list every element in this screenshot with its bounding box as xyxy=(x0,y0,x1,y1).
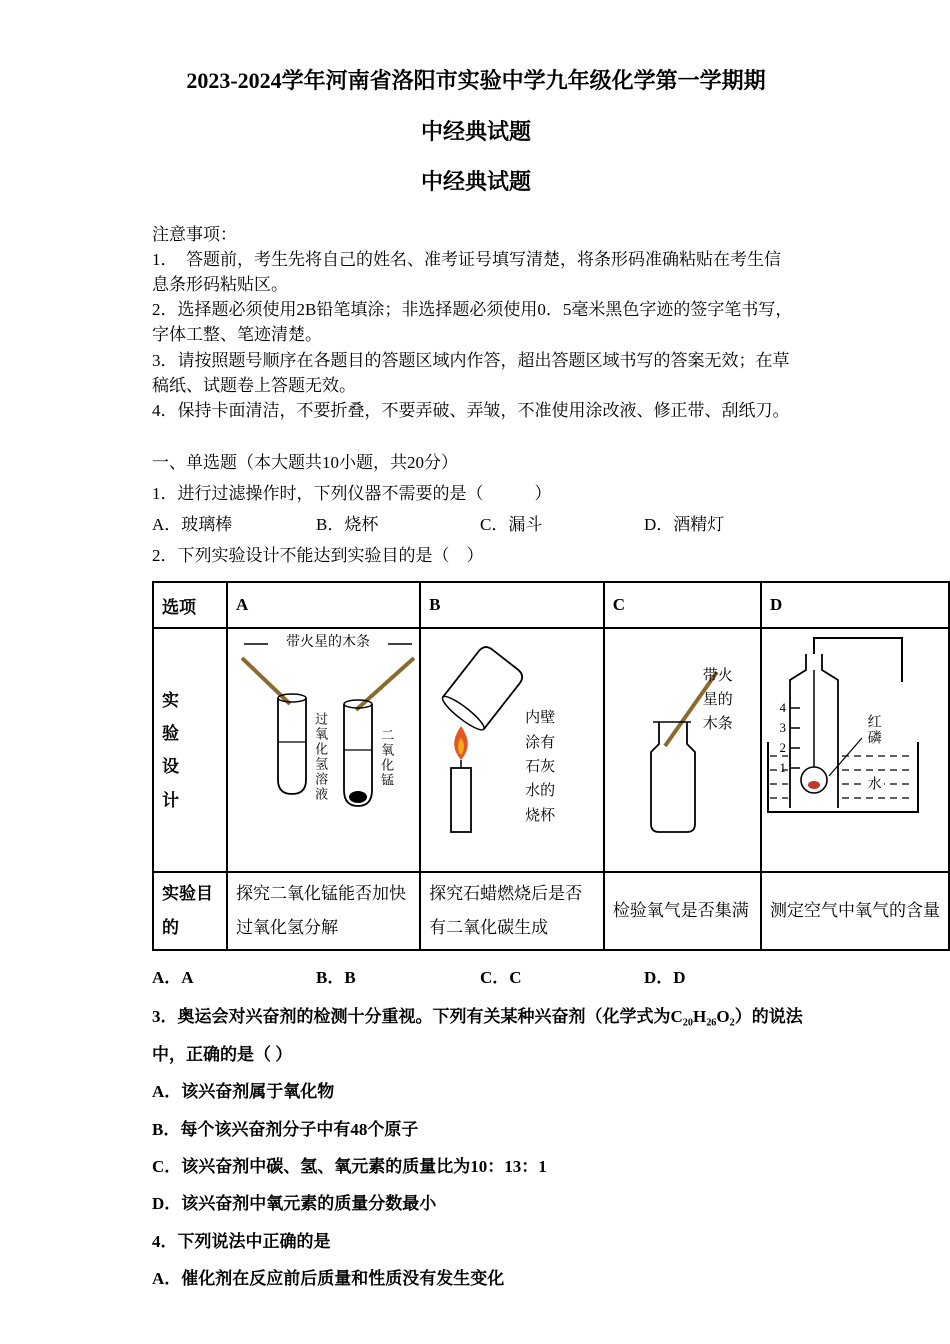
q2-answer-c: C．C xyxy=(480,968,522,988)
q2-answer-row xyxy=(152,963,832,988)
q2-design-row xyxy=(153,628,949,872)
q3-option-b: B．每个该兴奋剂分子中有48个原子 xyxy=(152,1119,419,1139)
notice-item-1: 1． 答题前，考生先将自己的姓名、准考证号填写清楚，将条形码准确粘贴在考生信息条形码粘贴区。 xyxy=(152,249,781,295)
diagram-cell-c xyxy=(604,628,761,872)
experiment-b-svg xyxy=(421,630,603,870)
document-title xyxy=(152,56,800,208)
diagram-a xyxy=(228,630,419,870)
tilted-beaker-icon xyxy=(439,644,526,734)
q2-header-c: C xyxy=(604,582,761,628)
label-glowing-splint-a: 带火星的木条 xyxy=(285,635,370,651)
purpose-row-label: 实验目的 xyxy=(153,872,227,950)
combustion-bulb-icon xyxy=(801,767,827,793)
notice-item-2: 2．选择题必须使用2B铅笔填涂；非选择题必须使用0．5毫米黑色字迹的签字笔书写，字体工整、笔迹清楚。 xyxy=(152,300,793,345)
design-row-label: 实验设计 xyxy=(162,691,179,810)
scale-mark-2: 2 xyxy=(779,740,786,756)
diagram-cell-a xyxy=(227,628,420,872)
splint-icon xyxy=(242,658,290,704)
q2-table-header-row xyxy=(153,582,949,628)
candle-icon xyxy=(451,768,471,832)
q2-header-d: D xyxy=(761,582,949,628)
test-tube-icon xyxy=(278,698,306,794)
q2-table xyxy=(152,581,950,951)
notice-item-4: 4．保持卡面清洁，不要折叠，不要弄破、弄皱，不准使用涂改液、修正带、刮纸刀。 xyxy=(152,400,790,420)
water-lines xyxy=(770,756,914,798)
label-red-phosphorus: 红磷 xyxy=(862,714,884,746)
scale-marks xyxy=(772,698,786,778)
splint-icon xyxy=(356,658,414,710)
scale-mark-3: 3 xyxy=(779,720,786,736)
notice-section xyxy=(152,222,794,423)
notice-heading: 注意事项： xyxy=(152,224,237,244)
label-glowing-splint-c: 带火星的木条 xyxy=(702,668,733,733)
label-limewater-beaker: 内壁涂有石灰水的烧杯 xyxy=(525,710,556,824)
label-manganese-dioxide: 二氧化锰 xyxy=(379,728,395,789)
q1-option-c: C．漏斗 xyxy=(480,515,543,535)
q2-answer-d: D．D xyxy=(644,968,686,988)
q4-option-a: A．催化剂在反应前后质量和性质没有发生变化 xyxy=(152,1269,505,1289)
q2-header-a: A xyxy=(227,582,420,628)
diagram-cell-d xyxy=(761,628,949,872)
title-line-2: 中经典试题 xyxy=(420,118,531,144)
scale-mark-1: 1 xyxy=(779,760,786,776)
diagram-b xyxy=(421,630,603,870)
q3-option-d: D．该兴奋剂中氧元素的质量分数最小 xyxy=(152,1194,437,1214)
q3-stem: 3．奥运会对兴奋剂的检测十分重视。下列有关某种兴奋剂（化学式为C₂₀H₂₆O₂）的说法中，正确的是（ ） xyxy=(152,1007,803,1064)
experiment-d-svg xyxy=(762,630,922,870)
q1-option-a: A．玻璃棒 xyxy=(152,515,233,535)
question-intro-block xyxy=(152,447,812,571)
section-heading: 一、单选题（本大题共10小题，共20分） xyxy=(152,453,458,473)
q1-options-row xyxy=(152,509,832,540)
q2-purpose-c: 检验氧气是否集满 xyxy=(604,872,761,950)
label-water: 水 xyxy=(862,776,884,792)
q2-purpose-a: 探究二氧化锰能否加快过氧化氢分解 xyxy=(227,872,420,950)
gas-bottle-icon xyxy=(651,722,695,832)
q1-stem: 1．进行过滤操作时，下列仪器不需要的是（ ） xyxy=(152,484,552,504)
title-line-3: 中经典试题 xyxy=(420,169,531,195)
design-row-label-cell xyxy=(153,628,227,872)
red-phosphorus-icon xyxy=(808,781,820,789)
label-hydrogen-peroxide: 过氧化氢溶液 xyxy=(313,712,329,803)
q2-answer-a: A．A xyxy=(152,968,194,988)
q4-stem: 4．下列说法中正确的是 xyxy=(152,1231,331,1251)
q2-answer-b: B．B xyxy=(316,968,356,988)
scale-mark-4: 4 xyxy=(779,700,786,716)
diagram-cell-b xyxy=(420,628,604,872)
experiment-c-svg xyxy=(605,630,760,870)
diagram-d xyxy=(762,630,948,870)
test-tube-icon xyxy=(344,704,372,806)
q3-option-a: A．该兴奋剂属于氧化物 xyxy=(152,1082,335,1102)
q2-purpose-row xyxy=(153,872,949,950)
q1-option-d: D．酒精灯 xyxy=(644,515,725,535)
q2-header-option: 选项 xyxy=(153,582,227,628)
notice-item-3: 3．请按照题号顺序在各题目的答题区域内作答，超出答题区域书写的答案无效；在草稿纸、试题卷上答题无效。 xyxy=(152,350,790,395)
q2-purpose-d: 测定空气中氧气的含量 xyxy=(761,872,949,950)
delivery-tube-icon xyxy=(814,638,902,682)
q2-header-b: B xyxy=(420,582,604,628)
manganese-dioxide-icon xyxy=(349,791,367,803)
q3-q4-block xyxy=(152,998,810,1297)
title-line-1: 2023-2024学年河南省洛阳市实验中学九年级化学第一学期期 xyxy=(186,68,766,93)
q2-stem: 2．下列实验设计不能达到实验目的是（ ） xyxy=(152,546,484,566)
diagram-c xyxy=(605,630,760,870)
q3-option-c: C．该兴奋剂中碳、氢、氧元素的质量比为10：13：1 xyxy=(152,1157,547,1177)
q1-option-b: B．烧杯 xyxy=(316,515,379,535)
q2-purpose-b: 探究石蜡燃烧后是否有二氧化碳生成 xyxy=(420,872,604,950)
